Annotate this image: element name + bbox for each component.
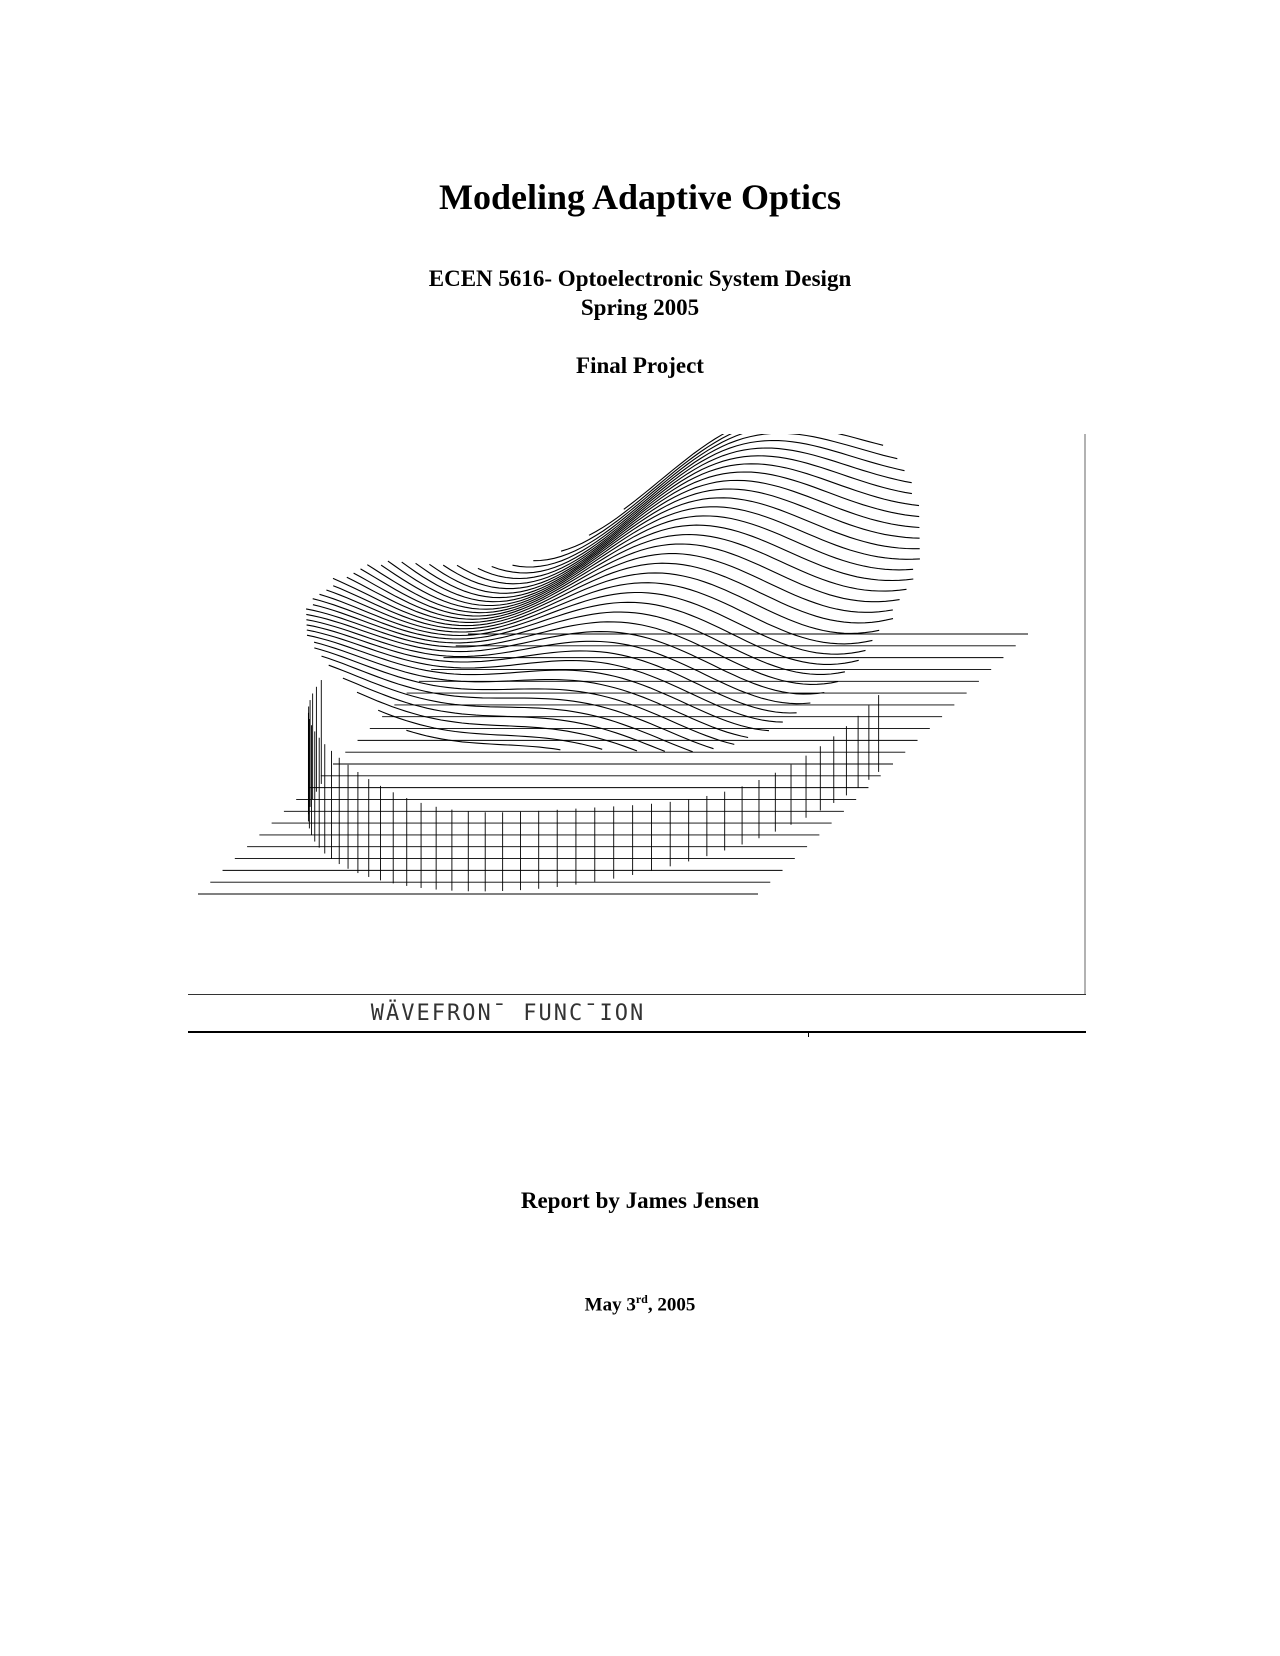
document-title: Modeling Adaptive Optics <box>438 177 842 217</box>
project-label: Final Project <box>576 353 704 378</box>
surface-profile-line <box>313 605 845 675</box>
surface-profile-line <box>416 489 920 598</box>
figure-caption-bar <box>188 994 1086 1033</box>
surface-profile-line <box>307 625 797 713</box>
surface-profile-line <box>443 472 919 589</box>
surface-profile-line <box>492 448 912 573</box>
date-month-day: May 3 <box>584 1294 636 1316</box>
author-line: Report by James Jensen <box>520 1188 760 1213</box>
wavefront-surface-plot <box>188 434 1086 994</box>
report-date <box>0 1292 1280 1316</box>
surface-profile-line <box>381 516 913 609</box>
caption-tick-mark <box>808 1031 809 1037</box>
figure-caption: WÄVEFRON¯ FUNC¯ION <box>370 1001 646 1026</box>
surface-profile-line <box>320 593 866 655</box>
date-ordinal-suffix: rd <box>635 1292 648 1306</box>
course-term: Spring 2005 <box>580 295 700 320</box>
surface-profile-line <box>314 648 734 745</box>
course-name: ECEN 5616- Optoelectronic System Design <box>428 266 852 291</box>
date-year: , 2005 <box>647 1294 696 1316</box>
surface-profile-line <box>333 573 879 634</box>
wavefront-figure <box>188 434 1086 1044</box>
surface-profile-line <box>329 665 693 752</box>
surface-profile-line <box>357 692 637 751</box>
